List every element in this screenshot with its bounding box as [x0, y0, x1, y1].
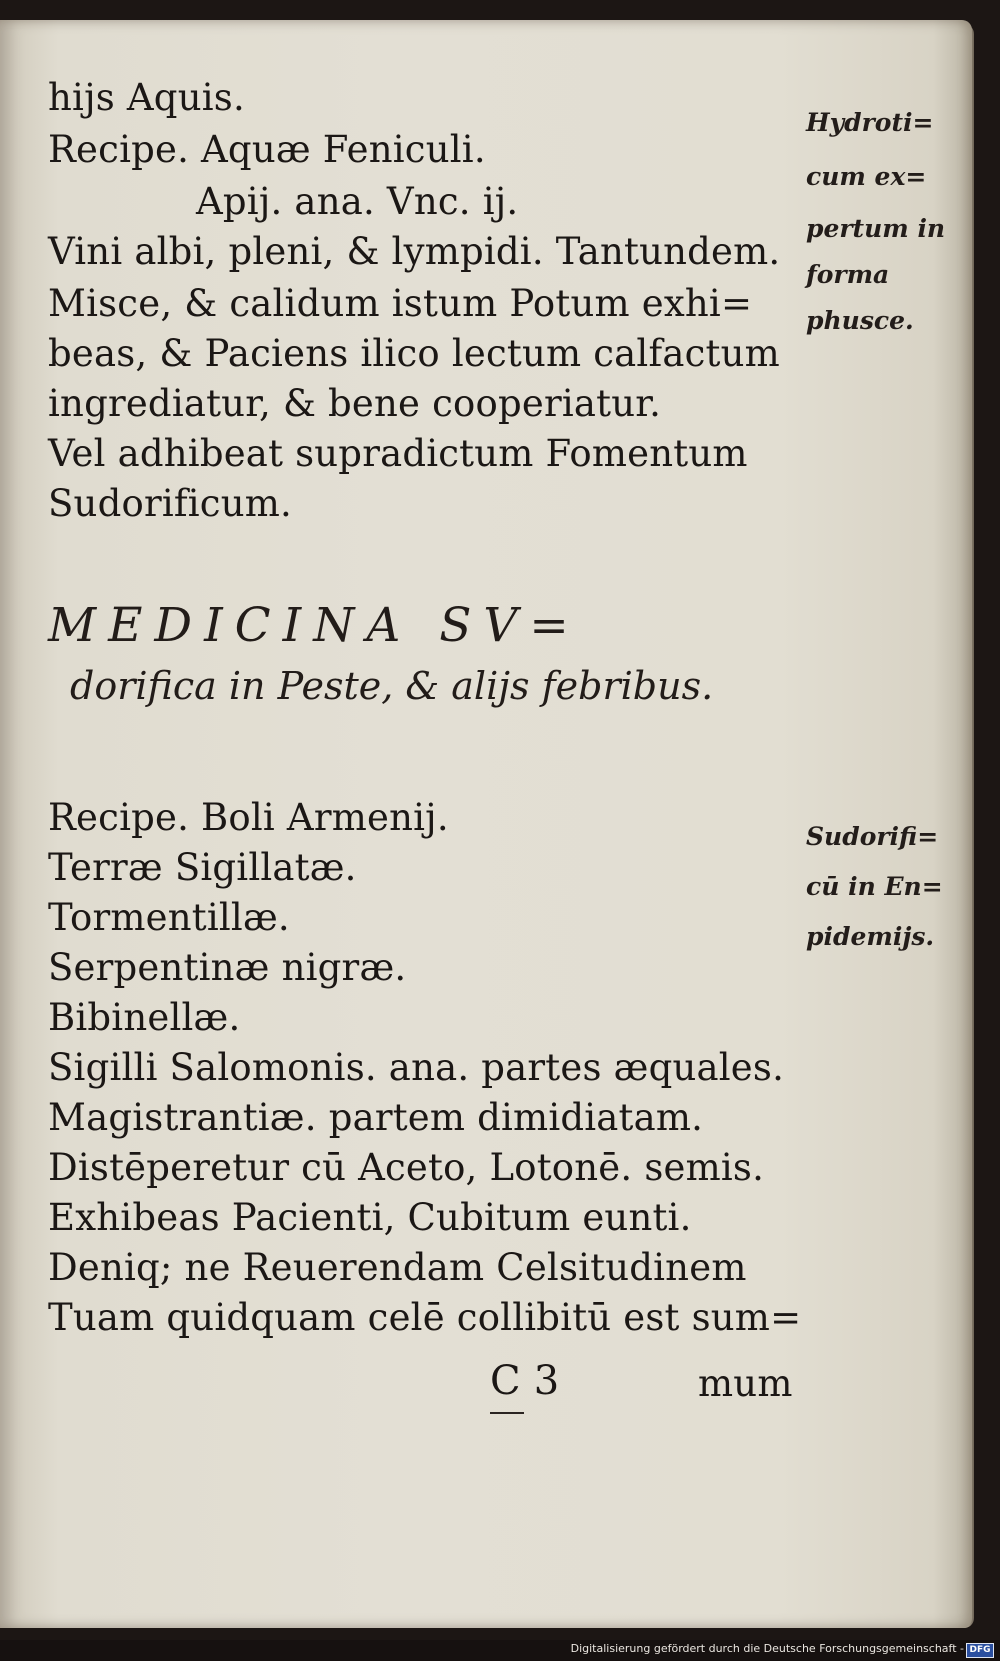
margin-note-line: Hydroti= [806, 108, 934, 137]
text-line: hijs Aquis. [48, 76, 245, 119]
recipe-line: Bibinellæ. [48, 996, 241, 1039]
recipe-line: Serpentinæ nigræ. [48, 946, 407, 989]
margin-note-line: pidemijs. [806, 922, 935, 951]
signature-underline [490, 1412, 524, 1414]
margin-note-line: phusce. [806, 306, 914, 335]
text-line: Apij. ana. Vnc. ij. [196, 180, 519, 223]
text-line: Vel adhibeat supradictum Fomentum [48, 432, 748, 475]
text-line: Recipe. Aquæ Feniculi. [48, 128, 486, 171]
recipe-line: Distēperetur cū Aceto, Lotonē. semis. [48, 1146, 765, 1189]
margin-note-line: cū in En= [806, 872, 943, 901]
section-title: MEDICINA SV= [48, 598, 581, 653]
book-page [0, 20, 972, 1628]
recipe-line: Sigilli Salomonis. ana. partes æquales. [48, 1046, 785, 1089]
margin-note-line: cum ex= [806, 162, 927, 191]
recipe-line: Tuam quidquam celē collibitū est sum= [48, 1296, 802, 1339]
margin-note-line: Sudorifi= [806, 822, 939, 851]
text-line: ingrediatur, & bene cooperiatur. [48, 382, 662, 425]
recipe-line: Deniq; ne Reuerendam Celsitudinem [48, 1246, 747, 1289]
margin-note-line: pertum in [806, 214, 946, 243]
recipe-line: Exhibeas Pacienti, Cubitum eunti. [48, 1196, 692, 1239]
text-line: Misce, & calidum istum Potum exhi= [48, 282, 753, 325]
recipe-line: Recipe. Boli Armenij. [48, 796, 449, 839]
recipe-line: Magistrantiæ. partem dimidiatam. [48, 1096, 704, 1139]
text-line: Vini albi, pleni, & lympidi. Tantundem. [48, 230, 781, 273]
text-line: beas, & Paciens ilico lectum calfactum [48, 332, 780, 375]
recipe-line: Terræ Sigillatæ. [48, 846, 357, 889]
dfg-logo: DFG [966, 1643, 994, 1658]
margin-note-line: forma [806, 260, 890, 289]
catchword: mum [698, 1362, 793, 1405]
text-line: Sudorificum. [48, 482, 292, 525]
signature-mark: C 3 [490, 1358, 560, 1404]
recipe-line: Tormentillæ. [48, 896, 290, 939]
footer-credit: Digitalisierung gefördert durch die Deutsche Forschungsgemeinschaft - [570, 1642, 964, 1655]
section-subtitle: dorifica in Peste, & alijs febribus. [70, 664, 714, 708]
